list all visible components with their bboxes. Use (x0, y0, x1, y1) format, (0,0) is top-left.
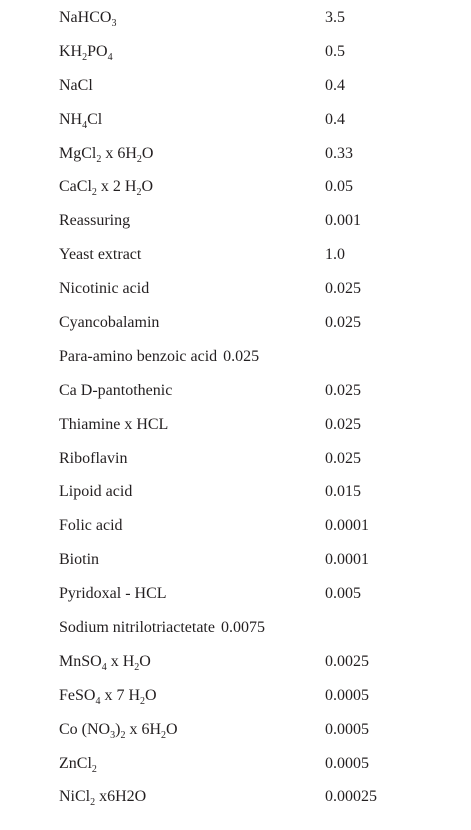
name-text: MnSO (59, 652, 102, 670)
name-text: x H (106, 652, 135, 670)
name-text: O (145, 686, 157, 704)
name-text: O (141, 144, 154, 162)
name-text: Ca D-pantothenic (59, 381, 173, 399)
name-text: ZnCl (59, 754, 92, 772)
name-text: Cl (87, 110, 103, 128)
name-text: x6H2O (95, 788, 147, 806)
subscript: 4 (82, 119, 88, 131)
component-value: 0.0005 (325, 754, 369, 772)
component-name (59, 442, 127, 476)
subscript: 2 (120, 729, 126, 741)
component-name (59, 679, 157, 713)
name-text: Folic acid (59, 517, 123, 535)
name-text: x 2 H (96, 178, 137, 196)
subscript: 3 (111, 18, 117, 29)
name-text: Co (NO (59, 720, 111, 738)
name-text: ) (115, 720, 121, 738)
component-name (59, 204, 130, 238)
component-value: 0.0005 (325, 720, 369, 738)
name-text: NH (59, 110, 83, 128)
component-name (59, 35, 113, 69)
component-value: 0.0005 (325, 686, 369, 704)
name-text: Para-amino benzoic acid (59, 347, 218, 365)
component-value: 0.05 (325, 178, 353, 196)
component-row (0, 577, 471, 611)
component-name (59, 577, 167, 611)
subscript: 2 (82, 51, 88, 63)
name-text: O (166, 720, 178, 738)
component-row (0, 475, 471, 509)
component-row (0, 442, 471, 476)
component-value: 1.0 (325, 246, 345, 264)
name-text: NaHCO (59, 9, 112, 26)
subscript: 2 (136, 187, 142, 199)
component-row (0, 204, 471, 238)
subscript: 2 (134, 661, 140, 673)
component-row (0, 69, 471, 103)
subscript: 4 (95, 695, 101, 707)
name-text: Biotin (59, 551, 100, 569)
component-name (59, 374, 172, 408)
component-row (0, 1, 471, 35)
component-name (59, 747, 97, 781)
name-text: Riboflavin (59, 449, 128, 467)
component-value: 0.00025 (325, 788, 377, 806)
component-name (59, 137, 153, 171)
component-value: 0.4 (325, 110, 345, 128)
component-row (0, 272, 471, 306)
name-text: NaCl (59, 76, 93, 94)
name-text: PO (87, 42, 108, 60)
component-row (0, 306, 471, 340)
subscript: 2 (140, 695, 146, 707)
component-name (59, 645, 151, 679)
component-value: 3.5 (325, 9, 345, 26)
name-text: CaCl (59, 178, 92, 196)
component-name (59, 713, 178, 747)
component-row (0, 679, 471, 713)
component-value: 0.025 (325, 449, 361, 467)
component-name (59, 1, 116, 35)
name-text: Thiamine x HCL (59, 415, 169, 433)
component-row (0, 747, 471, 781)
name-text: x 7 H (100, 686, 141, 704)
component-row (0, 103, 471, 137)
name-text: x 6H (101, 144, 137, 162)
name-text: O (139, 652, 151, 670)
component-row (0, 340, 471, 374)
subscript: 2 (96, 153, 102, 165)
name-text: NiCl (59, 788, 91, 806)
name-text: Sodium nitrilotriactetate (59, 619, 215, 637)
component-value: 0.015 (325, 483, 361, 501)
component-value: 0.5 (325, 42, 345, 60)
component-row (0, 170, 471, 204)
name-text: Pyridoxal - HCL (59, 585, 167, 603)
component-value: 0.0025 (325, 652, 369, 670)
subscript: 4 (101, 661, 107, 673)
component-name (59, 543, 99, 577)
name-text: KH (59, 42, 83, 60)
component-name (59, 408, 168, 442)
component-name (59, 69, 93, 103)
component-name (59, 103, 102, 137)
component-row (0, 713, 471, 747)
subscript: 3 (110, 729, 116, 741)
component-value: 0.025 (223, 347, 260, 365)
component-row (0, 35, 471, 69)
subscript: 2 (90, 797, 96, 809)
component-row (0, 137, 471, 171)
component-name (59, 170, 153, 204)
component-name (59, 780, 146, 814)
component-value: 0.025 (325, 415, 361, 433)
component-name (59, 509, 123, 543)
name-text: MgCl (59, 144, 97, 162)
name-text: FeSO (59, 686, 96, 704)
component-name (59, 340, 259, 374)
component-value: 0.001 (325, 212, 361, 230)
component-name (59, 611, 265, 645)
subscript: 2 (136, 153, 142, 165)
component-value: 0.005 (325, 585, 361, 603)
component-row (0, 509, 471, 543)
component-row (0, 374, 471, 408)
component-row (0, 543, 471, 577)
name-text: O (141, 178, 154, 196)
component-value: 0.025 (325, 314, 361, 332)
component-name (59, 238, 141, 272)
component-value: 0.025 (325, 280, 361, 298)
component-value: 0.025 (325, 381, 361, 399)
component-row (0, 645, 471, 679)
component-name (59, 272, 149, 306)
component-value: 0.4 (325, 76, 345, 94)
component-value: 0.0075 (220, 619, 265, 637)
name-text: Yeast extract (59, 246, 142, 264)
component-value: 0.0001 (325, 551, 369, 569)
component-row (0, 408, 471, 442)
subscript: 4 (107, 51, 113, 63)
component-row (0, 611, 471, 645)
name-text: Nicotinic acid (59, 280, 150, 298)
name-text: x 6H (125, 720, 161, 738)
component-value: 0.33 (325, 144, 353, 162)
subscript: 2 (91, 763, 97, 775)
subscript: 2 (161, 729, 166, 741)
subscript: 2 (91, 187, 97, 199)
name-text: Lipoid acid (59, 483, 133, 501)
name-text: Reassuring (59, 212, 131, 230)
name-text: Cyancobalamin (59, 314, 160, 332)
component-row (0, 780, 471, 814)
component-name (59, 306, 159, 340)
component-row (0, 238, 471, 272)
component-name (59, 475, 132, 509)
component-value: 0.0001 (325, 517, 369, 535)
